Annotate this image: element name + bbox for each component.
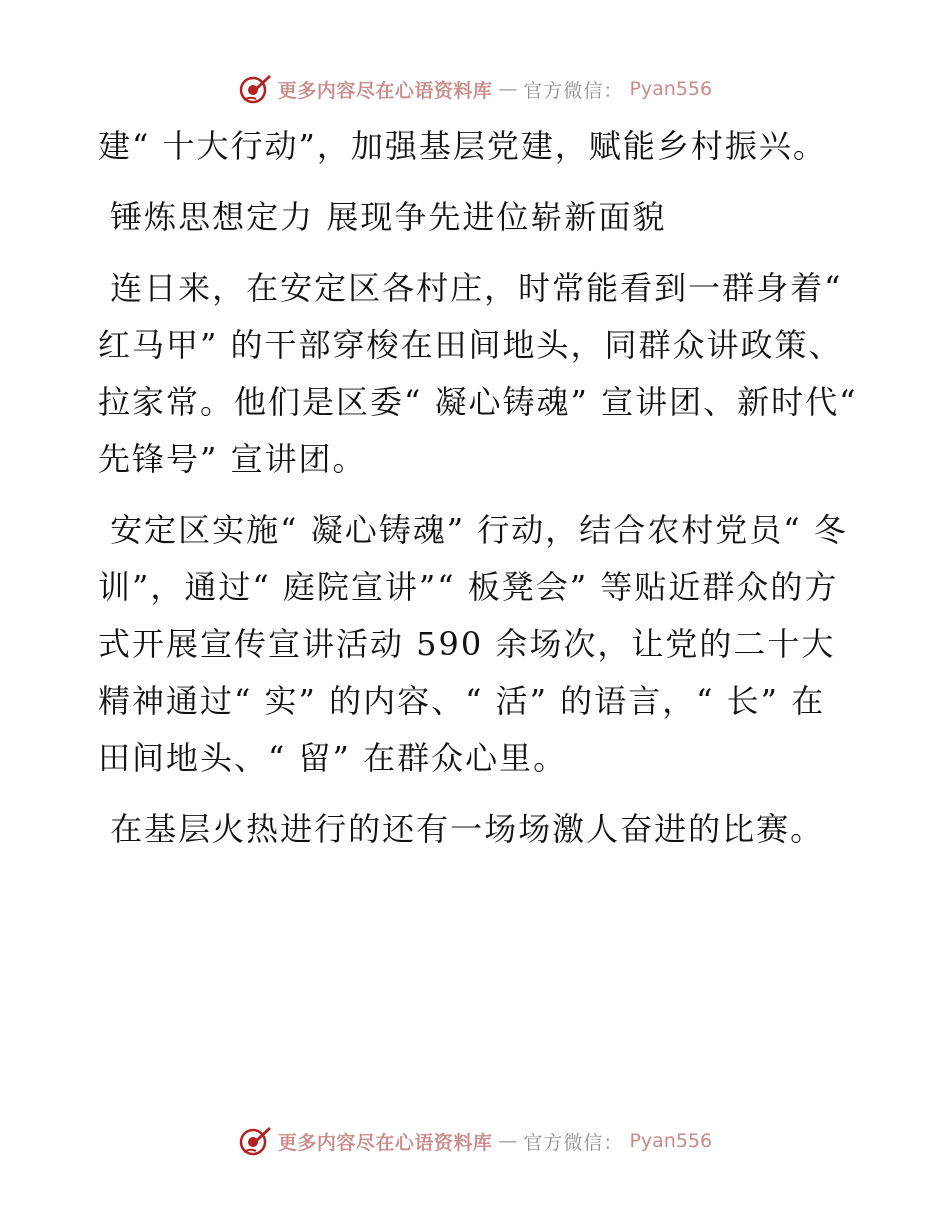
watermark-dash: — [498,1130,518,1152]
watermark-official-label: 官方微信： [523,79,624,102]
paragraph-3: 安定区实施“ 凝心铸魂” 行动，结合农村党员“ 冬训”，通过“ 庭院宣讲”“ 板凳会” 等贴近群众的方式开展宣传宣讲活动 590 余场次，让党的二十大精神通过“ 实” 的内容、“ 活” 的语言，“ 长” 在田间地头、“ 留” 在群众心里。 [98,511,848,777]
pen-logo-icon [238,72,272,106]
paragraph-4: 在基层火热进行的还有一场场激人奋进的比赛。 [98,810,825,848]
watermark-dash: — [498,78,518,100]
watermark-official-label: 官方微信： [523,1131,624,1154]
watermark-brand-text: 更多内容尽在心语资料库 [277,79,493,102]
watermark-wechat-id: Pyan556 [629,78,713,100]
header-watermark [0,72,950,106]
section-heading: 锤炼思想定力 展现争先进位崭新面貌 [98,198,667,236]
footer-watermark [0,1124,950,1158]
paragraph-2: 连日来，在安定区各村庄，时常能看到一群身着“ 红马甲” 的干部穿梭在田间地头，同群众讲政策、拉家常。他们是区委“ 凝心铸魂” 宣讲团、新时代“ 先锋号” 宣讲团。 [98,269,870,478]
watermark-brand-text: 更多内容尽在心语资料库 [277,1131,493,1154]
document-body [98,118,870,858]
paragraph-1: 建“ 十大行动”，加强基层党建，赋能乡村振兴。 [98,127,827,165]
pen-logo-icon [238,1124,272,1158]
watermark-wechat-id: Pyan556 [629,1130,713,1152]
